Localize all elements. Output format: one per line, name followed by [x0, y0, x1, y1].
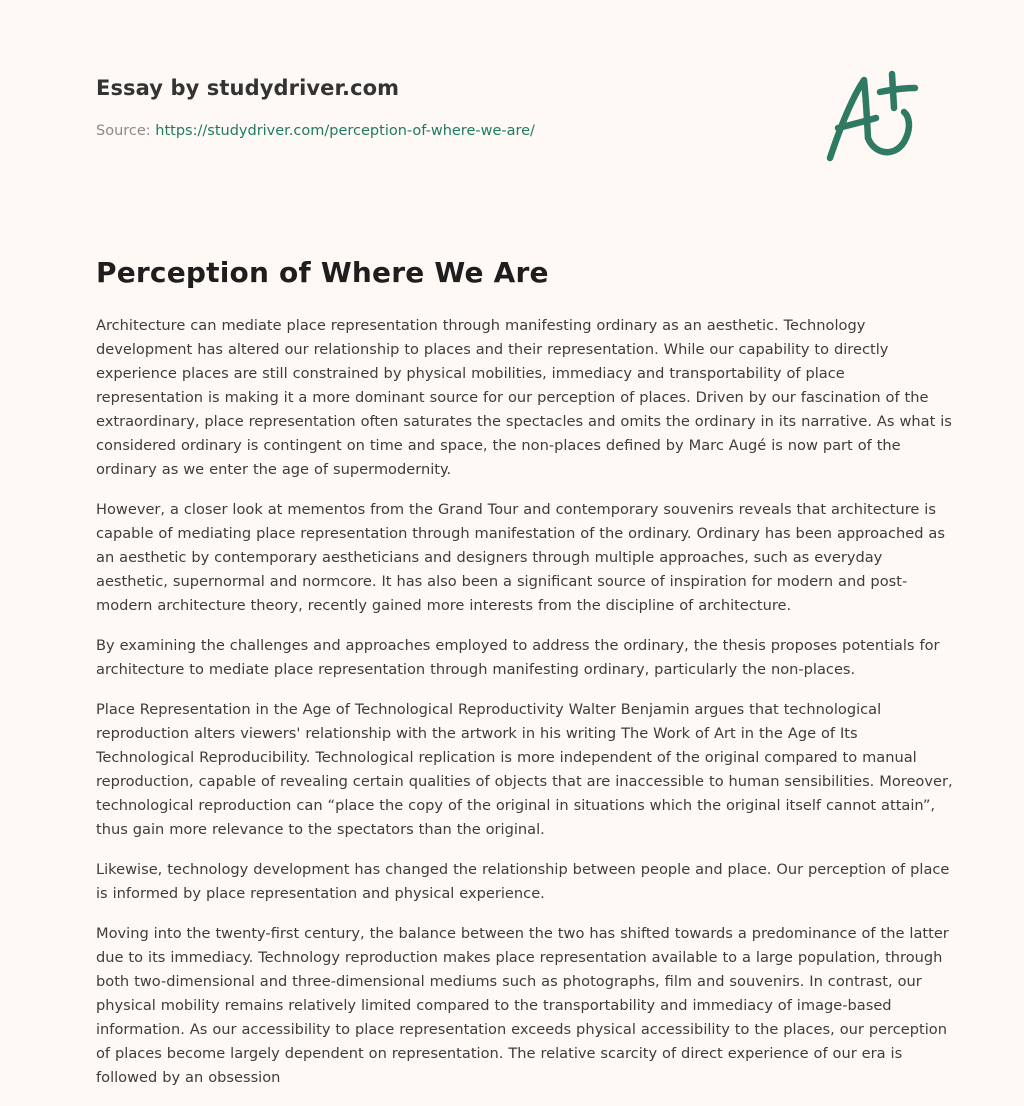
paragraph: Moving into the twenty-first century, the balance between the two has shifted towards a predominance of the latter due to its immediacy. Technology reproduction makes place representation available to a large population, through both two-dimensional and three-dimensional mediums such as photographs, film and souvenirs. In contrast, our physical mobility remains relatively limited compared to the transportability and immediacy of image-based information. As our accessibility to place representation exceeds physical accessibility to the places, our perception of places become largely dependent on representation. The relative scarcity of direct experience of our era is followed by an obsession	[96, 925, 949, 1086]
site-title: Essay by studydriver.com	[96, 76, 400, 100]
document-body	[96, 314, 956, 1106]
paragraph: Place Representation in the Age of Technological Reproductivity Walter Benjamin argues that technological reproduction alters viewers' relationship with the artwork in his writing The Work of Art in the Age of Its Technological Reproducibility. Technological replication is more independent of the original compared to manual reproduction, capable of revealing certain qualities of objects that are inaccessible to human sensibilities. Moreover, technological reproduction can “place the copy of the original in situations which the original itself cannot attain”, thus gain more relevance to the spectators than the original.	[96, 701, 953, 838]
paragraph: However, a closer look at mementos from the Grand Tour and contemporary souvenirs reveals that architecture is capable of mediating place representation through manifestation of the ordinary. Ordinary has been approached as an aesthetic by contemporary aestheticians and designers through multiple approaches, such as everyday aesthetic, supernormal and normcore. It has also been a significant source of inspiration for modern and post-modern architecture theory, recently gained more interests from the discipline of architecture.	[96, 501, 945, 614]
paragraph: Architecture can mediate place representation through manifesting ordinary as an aesthetic. Technology development has altered our relationship to places and their representation. While our capability to directly experience places are still constrained by physical mobilities, immediacy and transportability of place representation is making it a more dominant source for our perception of places. Driven by our fascination of the extraordinary, place representation often saturates the spectacles and omits the ordinary in its narrative. As what is considered ordinary is contingent on time and space, the non-places defined by Marc Augé is now part of the ordinary as we enter the age of supermodernity.	[96, 317, 952, 478]
page-header	[96, 0, 956, 200]
essay-page	[96, 0, 956, 1086]
source-link[interactable]: https://studydriver.com/perception-of-where-we-are/	[155, 123, 535, 139]
source-label: Source:	[96, 123, 151, 139]
paragraph: By examining the challenges and approaches employed to address the ordinary, the thesis proposes potentials for architecture to mediate place representation through manifesting ordinary, particularly the non-places.	[96, 637, 940, 678]
source-line	[96, 123, 535, 139]
paragraph: Likewise, technology development has changed the relationship between people and place. Our perception of place is informed by place representation and physical experience.	[96, 861, 950, 902]
document-title: Perception of Where We Are	[96, 256, 549, 289]
a-plus-grade-icon	[824, 68, 926, 164]
